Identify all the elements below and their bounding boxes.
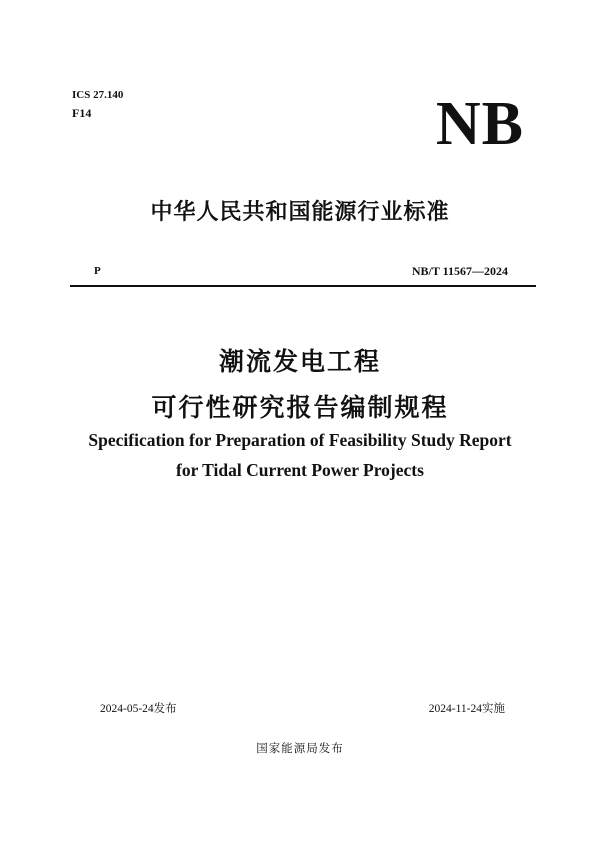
implement-date: 2024-11-24实施 [428, 703, 505, 715]
publisher: 国家能源局发布 [256, 743, 344, 755]
issue-date: 2024-05-24发布 [100, 703, 177, 715]
nb-logo: NB [435, 90, 524, 158]
header-divider [70, 285, 536, 287]
title-cn-line2: 可行性研究报告编制规程 [151, 393, 449, 422]
ics-code: ICS 27.140 [72, 89, 124, 101]
title-en-line1: Specification for Preparation of Feasibility Study Report [88, 430, 512, 450]
standard-category: 中华人民共和国能源行业标准 [150, 200, 450, 225]
ccs-code: F14 [72, 106, 92, 120]
standard-number: NB/T 11567—2024 [411, 264, 508, 278]
title-en-line2: for Tidal Current Power Projects [176, 460, 424, 480]
title-cn-line1: 潮流发电工程 [218, 347, 381, 376]
record-code: P [94, 265, 101, 277]
